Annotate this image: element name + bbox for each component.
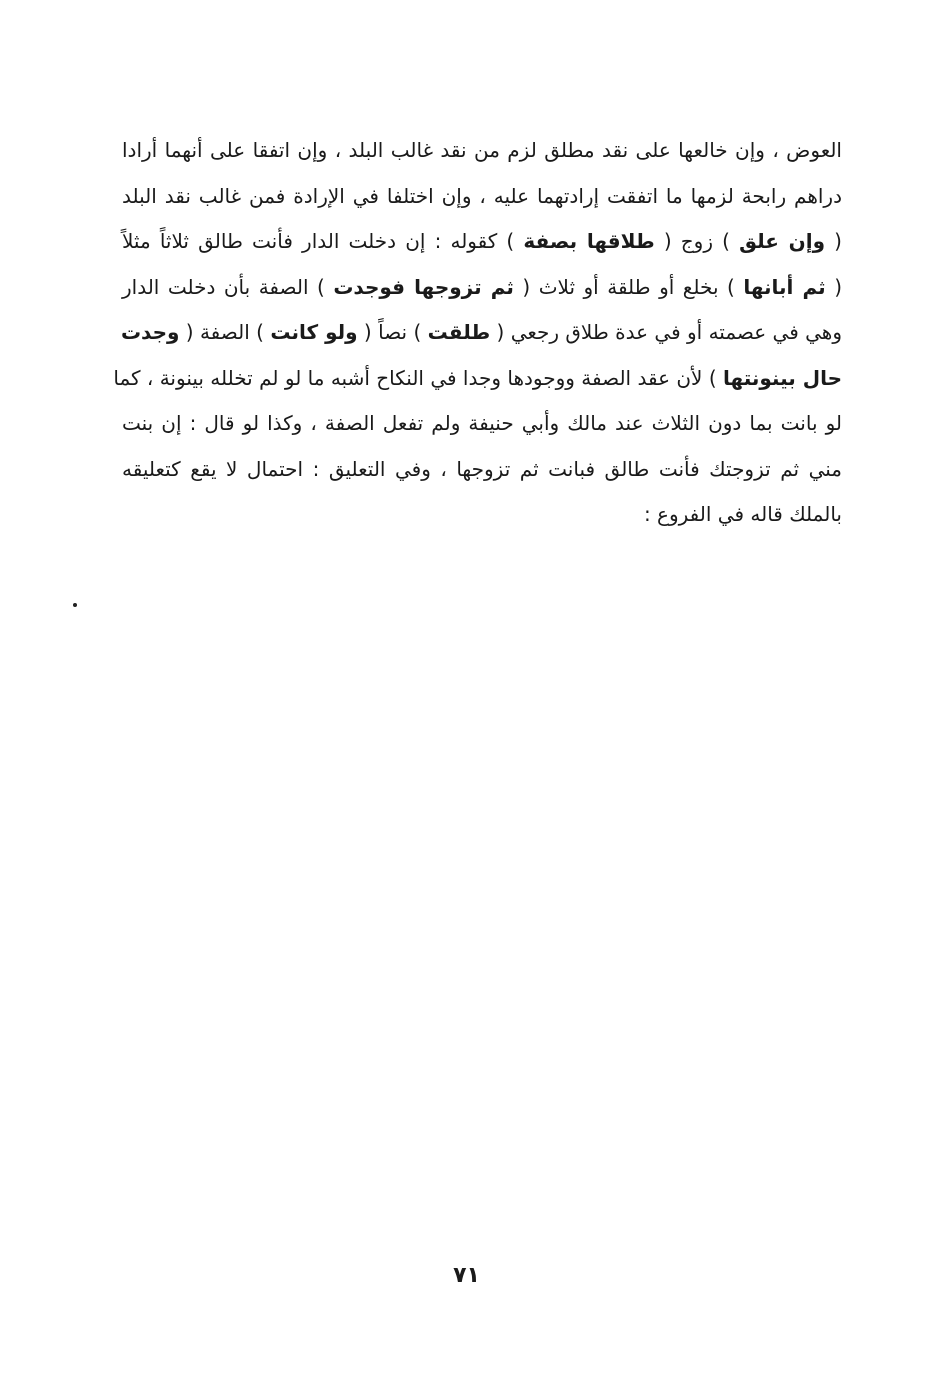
text-line — [113, 356, 842, 402]
text-segment: ( — [825, 274, 842, 299]
text-segment: ) زوج ( — [654, 229, 740, 253]
text-segment: وهي في عصمته أو في عدة طلاق رجعي ( — [490, 320, 842, 344]
bold-segment: ثم أبانها — [743, 274, 826, 299]
text-segment: ) بخلع أو طلقة أو ثلاث ( — [513, 274, 744, 299]
bold-segment: وإن علق — [739, 229, 826, 253]
text-segment: ) الصفة بأن دخلت الدار — [122, 274, 334, 299]
text-line — [122, 219, 842, 265]
text-line — [122, 174, 842, 220]
text-line — [122, 447, 842, 493]
text-segment: ) كقوله : إن دخلت الدار فأنت طالق ثلاثاً مثلاً — [122, 229, 524, 253]
bold-segment: ثم تزوجها فوجدت — [333, 274, 514, 299]
bold-segment: حال بينونتها — [722, 365, 842, 390]
text-segment: ) الصفة ( — [179, 320, 271, 344]
text-segment: دراهم رابحة لزمها ما اتفقت إرادتهما عليه ، وإن اختلفا في الإرادة فمن غالب نقد البلد — [122, 183, 842, 208]
text-segment: مني ثم تزوجتك فأنت طالق فبانت ثم تزوجها ، وفي التعليق : احتمال لا يقع كتعليقه — [122, 456, 842, 481]
text-line — [122, 128, 842, 174]
bold-segment: وجدت — [120, 320, 180, 344]
body-text — [113, 128, 842, 538]
bold-segment: طلقت — [427, 320, 491, 344]
text-line — [122, 401, 842, 447]
text-segment: ) لأن عقد الصفة ووجودها وجدا في النكاح أشبه ما لو لم تخلله بينونة ، كما — [113, 365, 723, 390]
text-segment: لو بانت بما دون الثلاث عند مالك وأبي حنيفة ولم تفعل الصفة ، وكذا لو قال : إن بنت — [122, 411, 842, 435]
page-number: ٧١ — [453, 1263, 480, 1288]
text-segment: ( — [825, 229, 842, 253]
stray-dot — [73, 603, 77, 607]
text-segment: ) نصاً ( — [357, 320, 428, 344]
bold-segment: طلاقها بصفة — [523, 229, 655, 253]
text-segment: بالملك قاله في الفروع : — [643, 502, 842, 526]
text-line — [122, 265, 842, 311]
bold-segment: ولو كانت — [270, 320, 358, 344]
text-line — [122, 310, 842, 356]
text-segment: العوض ، وإن خالعها على نقد مطلق لزم من نقد غالب البلد ، وإن اتفقا على أنهما أرادا — [122, 138, 842, 162]
text-line — [122, 492, 842, 538]
